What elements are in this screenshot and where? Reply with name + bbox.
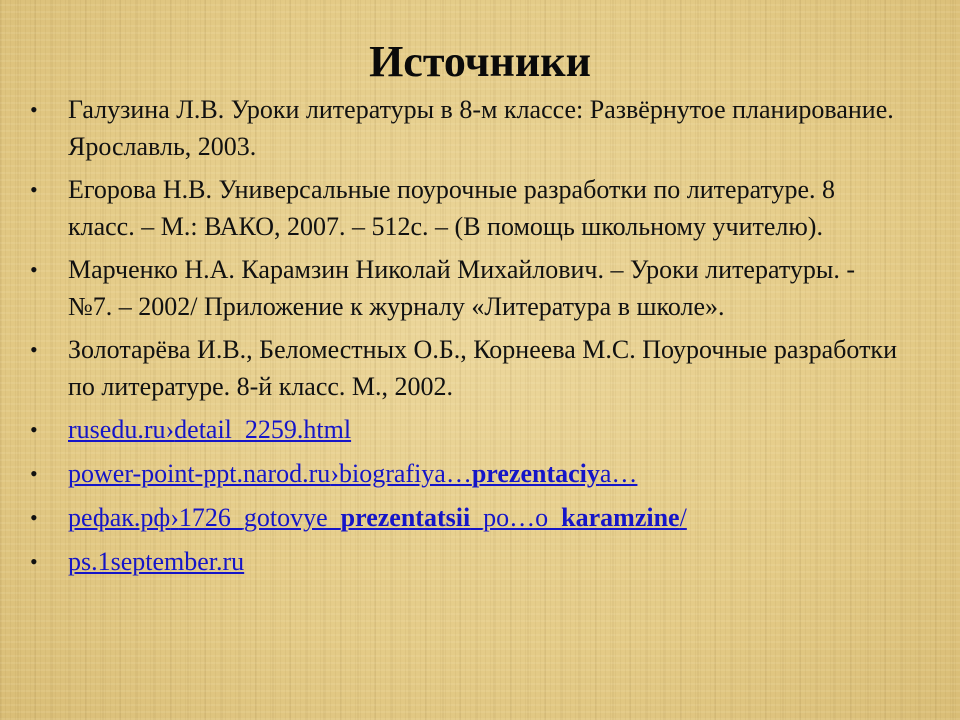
link-item-refak xyxy=(0,499,960,543)
reference-item-egorova xyxy=(0,171,960,245)
sources-list xyxy=(0,91,960,587)
reference-text: Марченко Н.А. Карамзин Николай Михайлович. – Уроки литературы. - №7. – 2002/ Приложение к журналу «Литература в школе». xyxy=(68,255,855,321)
link-item-power-point-ppt xyxy=(0,455,960,499)
reference-text: Золотарёва И.В., Беломестных О.Б., Корнеева М.С. Поурочные разработки по литературе. 8-й класс. М., 2002. xyxy=(68,335,897,401)
link-1september[interactable]: ps.1september.ru xyxy=(68,547,245,576)
reference-text: Галузина Л.В. Уроки литературы в 8-м классе: Развёрнутое планирование. Ярославль, 2003. xyxy=(68,95,894,161)
bullet-icon: • xyxy=(30,177,38,202)
bullet-icon: • xyxy=(30,549,38,574)
link-item-rusedu xyxy=(0,411,960,455)
bullet-icon: • xyxy=(30,257,38,282)
link-rusedu[interactable]: rusedu.ru›detail_2259.html xyxy=(68,415,352,444)
reference-item-galuzina xyxy=(0,91,960,165)
reference-item-marchenko xyxy=(0,251,960,325)
link-power-point-ppt[interactable]: power-point-ppt.narod.ru›biografiya…prezentaciya… xyxy=(68,459,638,488)
reference-text: Егорова Н.В. Универсальные поурочные разработки по литературе. 8 класс. – М.: ВАКО, 2007. – 512с. – (В помощь школьному учителю). xyxy=(68,175,836,241)
bullet-icon: • xyxy=(30,97,38,122)
bullet-icon: • xyxy=(30,461,38,486)
bullet-icon: • xyxy=(30,417,38,442)
bullet-icon: • xyxy=(30,505,38,530)
slide-title: Источники xyxy=(369,37,591,86)
reference-item-zolotareva xyxy=(0,331,960,405)
bullet-icon: • xyxy=(30,337,38,362)
link-item-1september xyxy=(0,543,960,587)
link-refak[interactable]: рефак.рф›1726_gotovye_prezentatsii_po…o_karamzine/ xyxy=(68,503,687,532)
